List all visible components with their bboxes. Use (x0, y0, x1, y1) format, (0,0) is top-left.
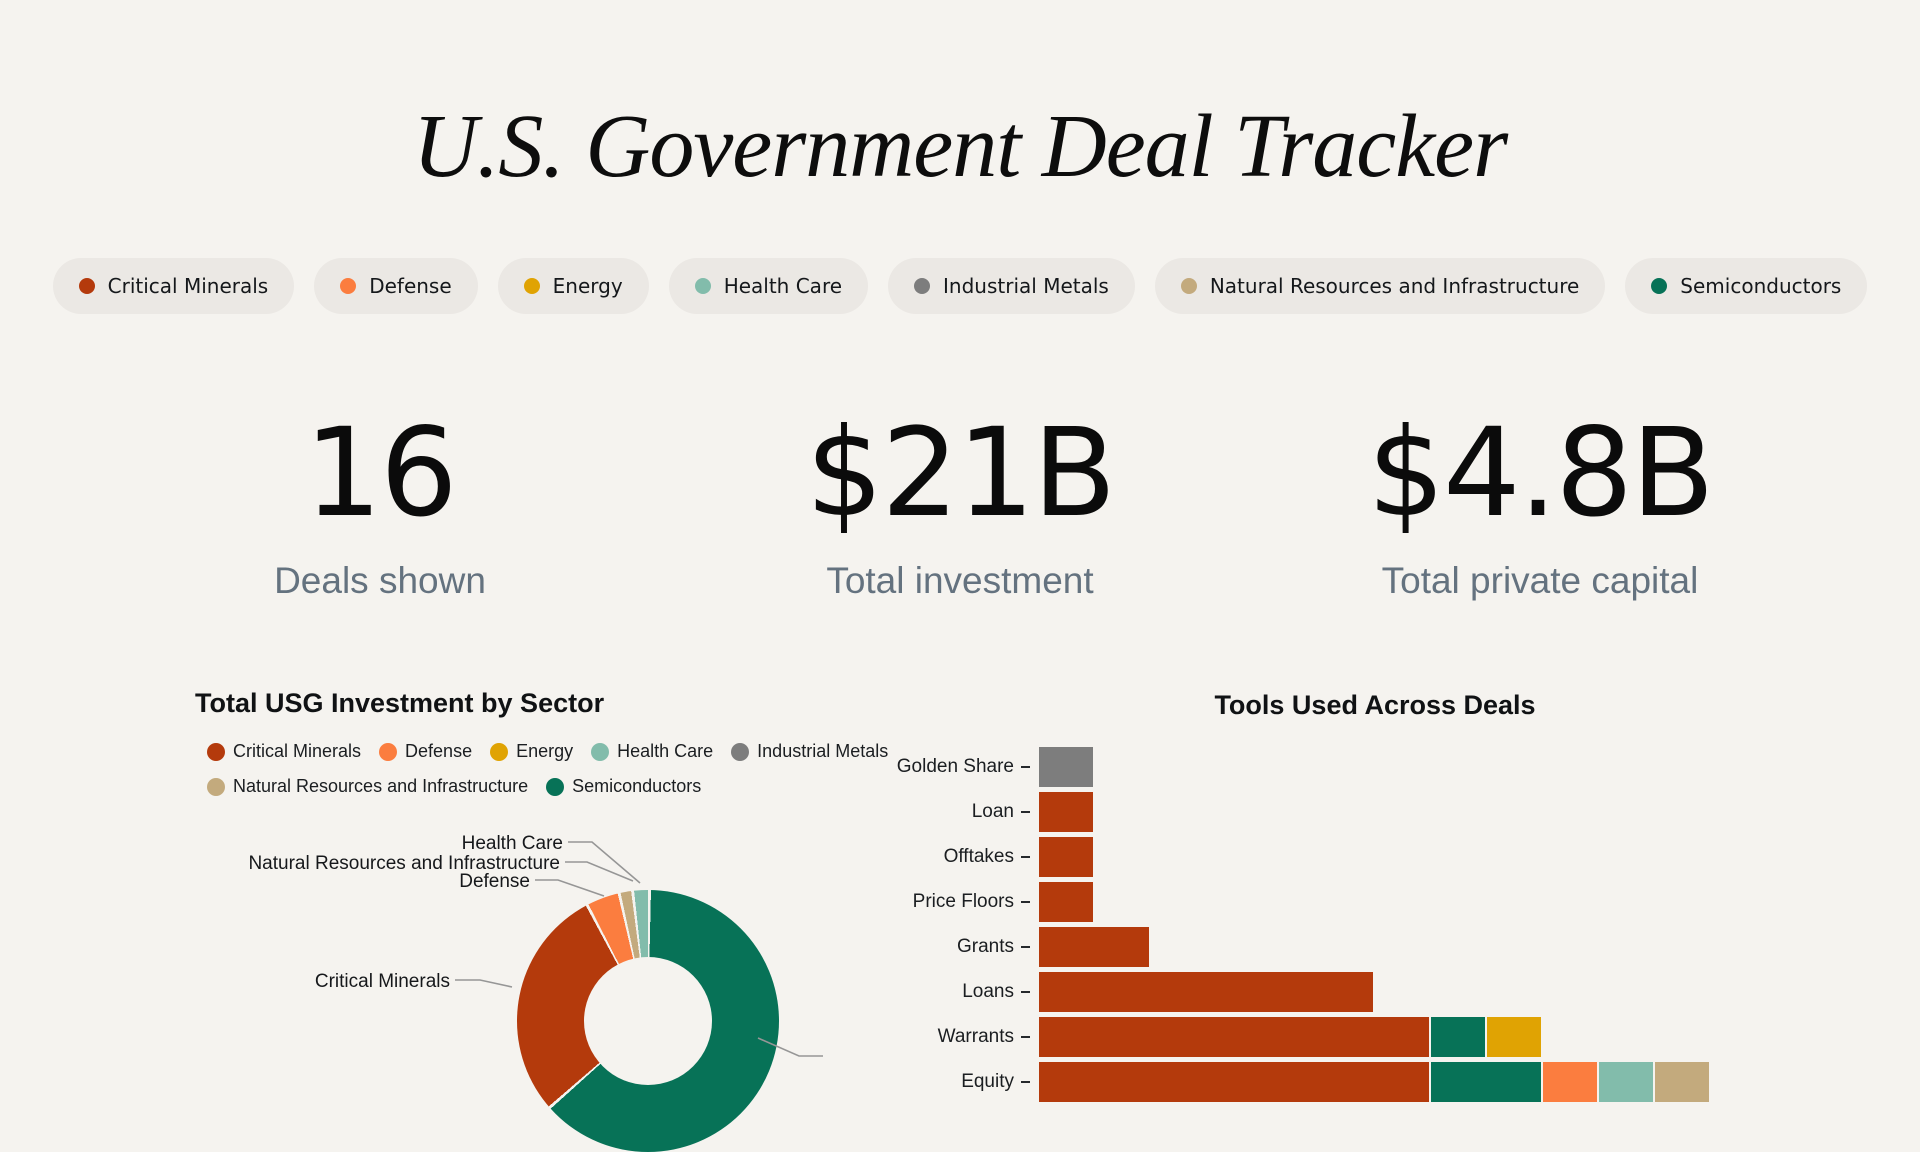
callout-label-health-care: Health Care (461, 833, 563, 854)
filter-pill-defense[interactable] (314, 258, 477, 314)
bar-segment-critical-minerals (1039, 1062, 1429, 1102)
filter-pill-health-care[interactable] (669, 258, 868, 314)
sector-color-dot (695, 278, 711, 294)
bar-row-equity (0, 1062, 1711, 1102)
axis-tick (1021, 811, 1030, 813)
filter-pill-semiconductors[interactable] (1625, 258, 1867, 314)
bar-segment-semiconductors (1431, 1017, 1485, 1057)
legend-item-label: Semiconductors (572, 776, 702, 796)
bar-segment-critical-minerals (1039, 837, 1093, 877)
stat-label: Total private capital (1381, 560, 1699, 601)
filter-pill-label: Health Care (723, 274, 843, 298)
axis-tick (1021, 991, 1030, 993)
donut-chart-title: Total USG Investment by Sector (195, 688, 605, 718)
sector-color-dot (340, 278, 356, 294)
stat-deals-shown (90, 402, 670, 602)
filter-pill-natural-resources-and-infrastructure[interactable] (1155, 258, 1605, 314)
filter-pill-label: Critical Minerals (107, 274, 269, 298)
filter-pill-label: Natural Resources and Infrastructure (1209, 274, 1580, 298)
bar-category-label: Loans (962, 981, 1014, 1002)
stat-label: Total investment (826, 560, 1094, 601)
filter-pill-critical-minerals[interactable] (53, 258, 295, 314)
bar-chart-title: Tools Used Across Deals (1214, 690, 1536, 720)
bar-category-label: Equity (961, 1071, 1014, 1092)
bar-row-loan (0, 792, 1711, 832)
filter-pill-label: Industrial Metals (943, 274, 1109, 298)
bar-row-offtakes (0, 837, 1711, 877)
bar-category-label: Price Floors (912, 891, 1014, 912)
stat-value: 16 (304, 402, 456, 544)
bar-category-label: Warrants (937, 1026, 1014, 1047)
bar-segment-critical-minerals (1039, 927, 1149, 967)
sector-color-dot (1181, 278, 1197, 294)
sector-color-dot (914, 278, 930, 294)
bar-segment-critical-minerals (1039, 882, 1093, 922)
axis-tick (1021, 946, 1030, 948)
legend-item-label: Critical Minerals (233, 741, 362, 761)
stat-total-private-capital (1250, 402, 1830, 602)
bar-segment-critical-minerals (1039, 792, 1093, 832)
legend-item-label: Natural Resources and Infrastructure (233, 776, 529, 796)
bar-segment-defense (1543, 1062, 1597, 1102)
stat-total-investment (670, 402, 1250, 602)
stat-label: Deals shown (274, 560, 486, 601)
axis-tick (1021, 1036, 1030, 1038)
bar-segment-natural-resources-and-infrastructure (1655, 1062, 1709, 1102)
legend-item-label: Industrial Metals (757, 741, 889, 761)
filter-pill-industrial-metals[interactable] (888, 258, 1135, 314)
bar-row-loans (0, 972, 1711, 1012)
callout-label-nri: Natural Resources and Infrastructure (248, 853, 560, 874)
stat-value: $4.8B (1367, 402, 1713, 544)
filter-pill-label: Defense (369, 274, 452, 298)
callout-label-defense: Defense (459, 871, 530, 892)
bar-segment-critical-minerals (1039, 1017, 1429, 1057)
bar-category-label: Loan (971, 801, 1014, 822)
bar-segment-industrial-metals (1039, 747, 1093, 787)
bar-category-label: Grants (956, 936, 1014, 957)
bar-category-label: Golden Share (896, 756, 1014, 777)
bar-segment-critical-minerals (1039, 972, 1373, 1012)
bar-category-label: Offtakes (943, 846, 1014, 867)
sector-filter-bar (0, 258, 1920, 314)
tools-bar-chart (0, 747, 1711, 1107)
sector-color-dot (524, 278, 540, 294)
axis-tick (1021, 1081, 1030, 1083)
legend-item-label: Energy (516, 741, 574, 761)
bar-row-grants (0, 927, 1711, 967)
axis-tick (1021, 766, 1030, 768)
callout-label-critical-minerals: Critical Minerals (314, 971, 450, 992)
sector-color-dot (79, 278, 95, 294)
summary-stats (90, 402, 1830, 602)
legend-item-label: Defense (405, 741, 473, 761)
bar-row-golden-share (0, 747, 1711, 787)
stat-value: $21B (805, 402, 1115, 544)
axis-tick (1021, 901, 1030, 903)
filter-pill-energy[interactable] (498, 258, 649, 314)
legend-item-label: Health Care (617, 741, 714, 761)
filter-pill-label: Energy (552, 274, 623, 298)
bar-segment-health-care (1599, 1062, 1653, 1102)
sector-color-dot (1651, 278, 1667, 294)
axis-tick (1021, 856, 1030, 858)
bar-row-warrants (0, 1017, 1711, 1057)
bar-row-price-floors (0, 882, 1711, 922)
page-title: U.S. Government Deal Tracker (412, 97, 1508, 196)
bar-segment-energy (1487, 1017, 1541, 1057)
filter-pill-label: Semiconductors (1680, 274, 1842, 298)
bar-segment-semiconductors (1431, 1062, 1541, 1102)
